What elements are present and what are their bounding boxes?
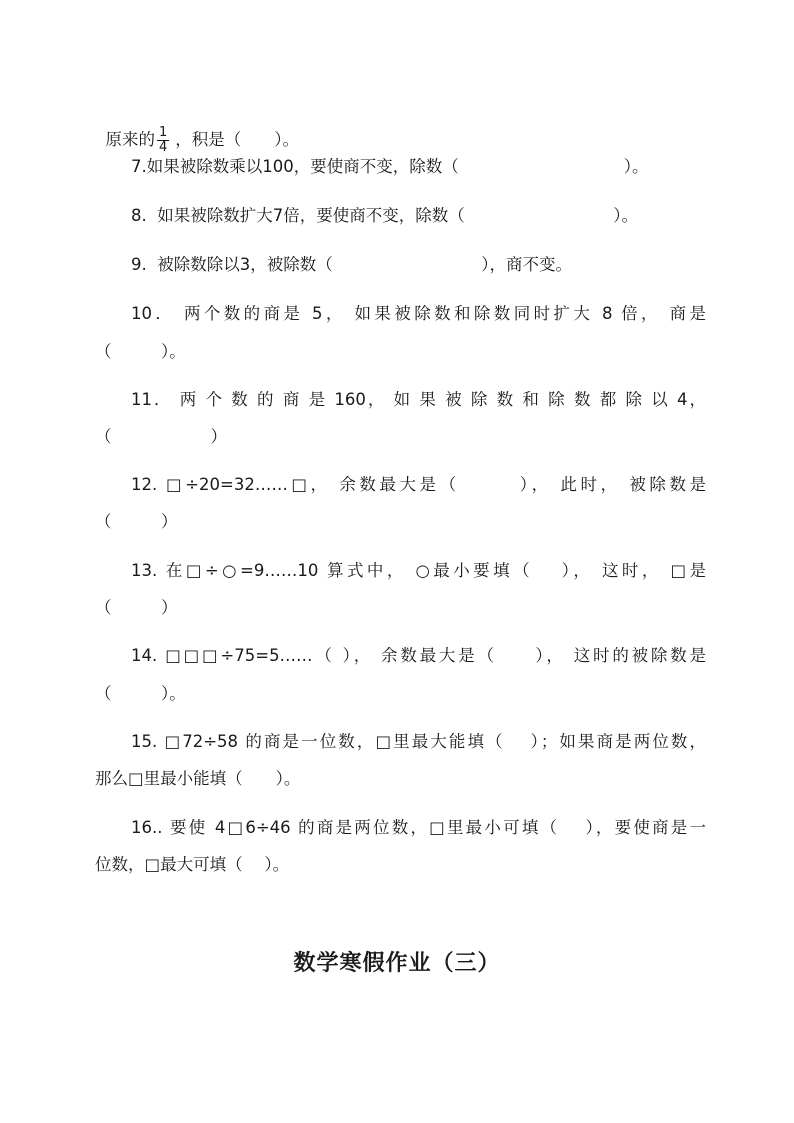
- question-12-line1: 12. □÷20=32……□， 余数最大是（ ）， 此时， 被除数是: [131, 475, 706, 494]
- page-title: 数学寒假作业（三）: [293, 950, 501, 976]
- question-14-line1: 14. □□□÷75=5……（ ）， 余数最大是（ ）， 这时的被除数是: [131, 646, 706, 665]
- q6-text-before: 原来的: [105, 130, 155, 149]
- question-12-line2: （ ）: [95, 512, 178, 531]
- question-10-line2: （ ）。: [95, 342, 186, 361]
- question-14-line2: （ ）。: [95, 684, 186, 703]
- question-11-line1: 11． 两 个 数 的 商 是 160， 如 果 被 除 数 和 除 数 都 除 以 4，: [131, 390, 706, 409]
- fraction-denominator: 4: [159, 140, 168, 155]
- question-16-line1: 16.. 要使 4□6÷46 的商是两位数，□里最小可填（ ），要使商是一: [131, 818, 706, 837]
- question-15-line2: 那么□里最小能填（ ）。: [95, 769, 301, 788]
- fraction-numerator: 1: [159, 125, 168, 140]
- question-15-line1: 15. □72÷58 的商是一位数，□里最大能填（ ）；如果商是两位数，: [131, 732, 706, 751]
- question-9: 9. 被除数除以3，被除数（ ），商不变。: [131, 255, 572, 274]
- question-7: 7.如果被除数乘以100，要使商不变，除数（ ）。: [131, 157, 649, 176]
- question-16-line2: 位数，□最大可填（ ）。: [95, 855, 290, 874]
- fraction-one-quarter: [157, 126, 169, 155]
- question-10-line1: 10． 两个数的商是 5， 如果被除数和除数同时扩大 8 倍， 商是: [131, 304, 706, 323]
- question-13-line2: （ ）: [95, 598, 178, 617]
- question-11-line2: （ ）: [95, 427, 227, 446]
- question-6-continuation: [95, 104, 705, 155]
- question-13-line1: 13. 在□÷○=9……10 算式中， ○最小要填（ ）， 这时， □是: [131, 561, 706, 580]
- q6-text-after: ，积是（ ）。: [175, 130, 300, 149]
- question-8: 8. 如果被除数扩大7倍，要使商不变，除数（ ）。: [131, 206, 638, 225]
